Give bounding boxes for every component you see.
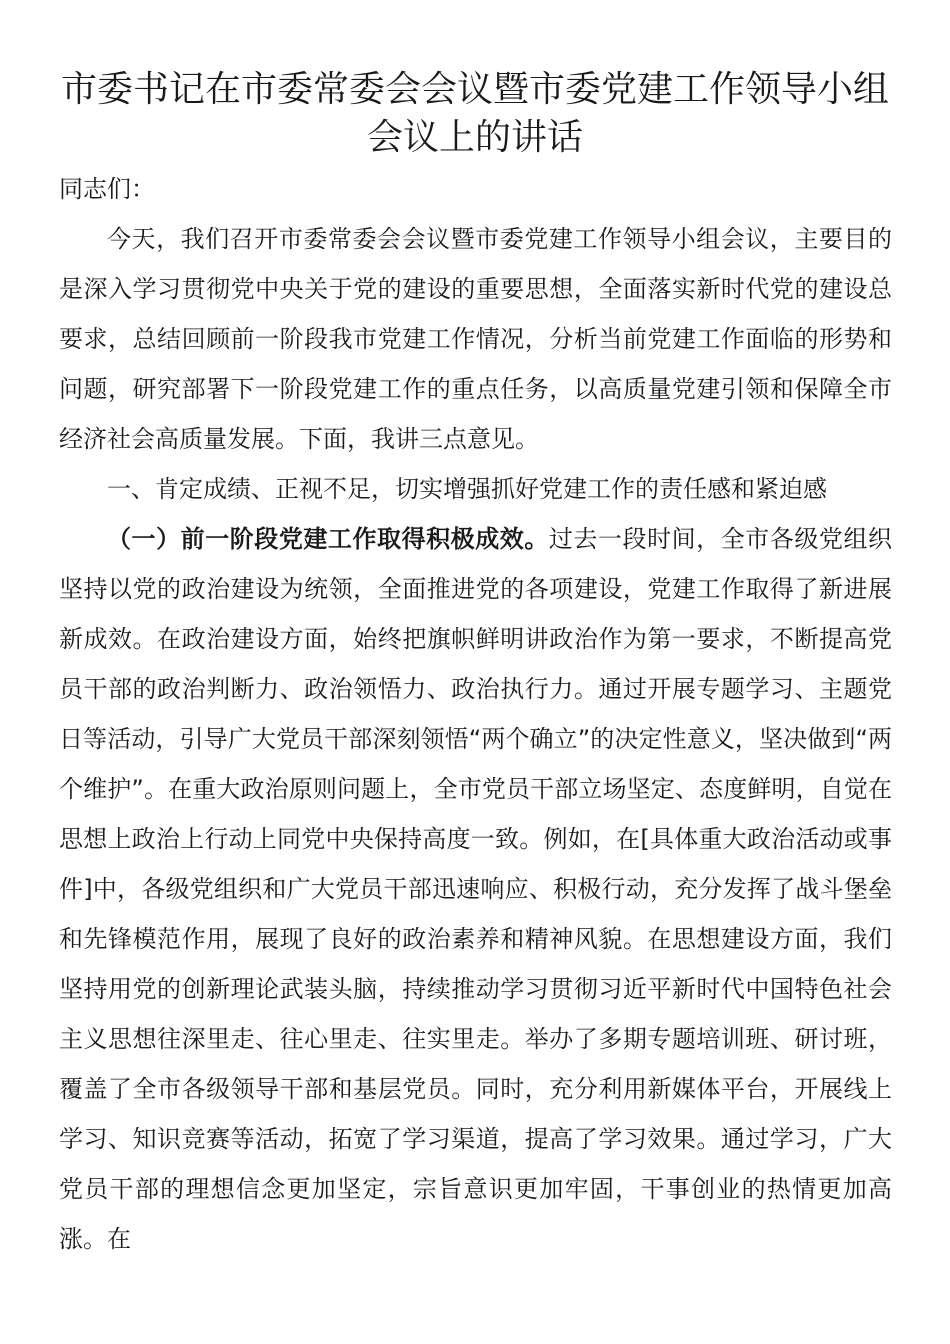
section-one-heading: 一、肯定成绩、正视不足，切实增强抓好党建工作的责任感和紧迫感 (107, 475, 827, 503)
document-title: 市委书记在市委常委会会议暨市委党建工作领导小组会议上的讲话 (60, 69, 889, 158)
intro-paragraph: 今天，我们召开市委常委会会议暨市委党建工作领导小组会议，主要目的是深入学习贯彻党中央关于党的建设的重要思想，全面落实新时代党的建设总要求，总结回顾前一阶段我市党建工作情况，分析当前党建工作面临的形势和问题，研究部署下一阶段党建工作的重点任务，以高质量党建引领和保障全市经济社会高质量发展。下面，我讲三点意见。 (59, 225, 892, 453)
subsection-one-text: 过去一段时间，全市各级党组织坚持以党的政治建设为统领，全面推进党的各项建设，党建工作取得了新进展新成效。在政治建设方面，始终把旗帜鲜明讲政治作为第一要求，不断提高党员干部的政治判断力、政治领悟力、政治执行力。通过开展专题学习、主题党日等活动，引导广大党员干部深刻领悟“两个确立”的决定性意义，坚决做到“两个维护”。在重大政治原则问题上，全市党员干部立场坚定、态度鲜明，自觉在思想上政治上行动上同党中央保持高度一致。例如，在[具体重大政治活动或事件]中，各级党组织和广大党员干部迅速响应、积极行动，充分发挥了战斗堡垒和先锋模范作用，展现了良好的政治素养和精神风貌。在思想建设方面，我们坚持用党的创新理论武装头脑，持续推动学习贯彻习近平新时代中国特色社会主义思想往深里走、往心里走、往实里走。举办了多期专题培训班、研讨班，覆盖了全市各级领导干部和基层党员。同时，充分利用新媒体平台，开展线上学习、知识竞赛等活动，拓宽了学习渠道，提高了学习效果。通过学习，广大党员干部的理想信念更加坚定，宗旨意识更加牢固，干事创业的热情更加高涨。在 (59, 525, 893, 1253)
subsection-one-paragraph (59, 514, 892, 1264)
subsection-one-heading: （一）前一阶段党建工作取得积极成效。 (107, 525, 549, 553)
document-body (59, 164, 892, 1264)
salutation: 同志们： (59, 175, 155, 203)
